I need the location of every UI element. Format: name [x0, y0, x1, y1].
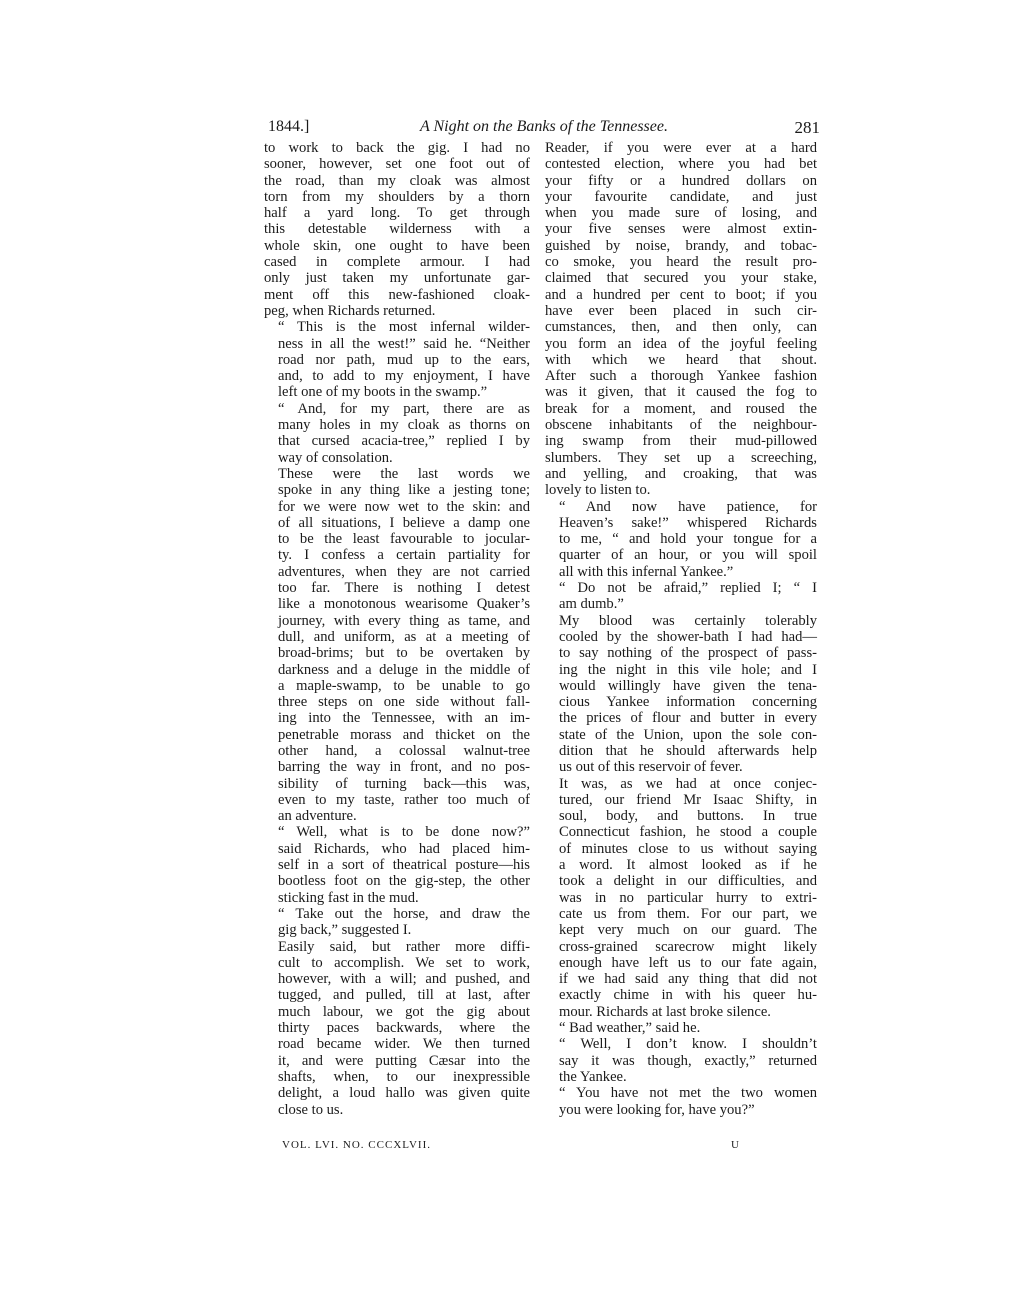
text-line: ty. I confess a certain partiality for: [278, 547, 530, 564]
paragraph: [545, 499, 817, 580]
paragraph: [545, 1036, 817, 1085]
text-line: Easily said, but rather more diffi-: [278, 938, 530, 955]
text-line: claimed that secured you your stake,: [545, 270, 817, 287]
text-line: dition that he should afterwards help: [559, 742, 817, 759]
text-line: your favourite candidate, and just: [545, 188, 817, 205]
text-line: Connecticut fashion, he stood a couple: [559, 824, 817, 841]
text-line: slumbers. They set up a screeching,: [545, 449, 817, 466]
text-line: cious Yankee information concerning: [559, 694, 817, 711]
text-line: ing swamp from their mud-pillowed: [545, 433, 817, 450]
text-line: an adventure.: [278, 808, 357, 825]
paragraph: [264, 466, 530, 825]
text-line: cult to accomplish. We set to work,: [278, 954, 530, 971]
text-line: like a monotonous wearisome Quaker’s: [278, 596, 530, 613]
text-line: was it given, that it caused the fog to: [545, 384, 817, 401]
text-line: “ This is the most infernal wilder-: [278, 319, 530, 336]
text-line: you were looking for, have you?”: [559, 1101, 755, 1118]
text-line: contested election, where you had bet: [545, 156, 817, 173]
text-line: Heaven’s sake!” whispered Richards: [559, 514, 817, 531]
text-line: and yelling, and croaking, that was: [545, 465, 817, 482]
text-line: when you made sure of losing, and: [545, 205, 817, 222]
paragraph: [264, 824, 530, 905]
text-line: “ You have not met the two women: [559, 1085, 817, 1102]
text-line: to say nothing of the prospect of pass-: [559, 645, 817, 662]
text-line: co smoke, you heard the result pro-: [545, 254, 817, 271]
text-line: even to my taste, rather too much of: [278, 791, 530, 808]
text-line: road nor path, mud up to the ears,: [278, 351, 530, 368]
text-line: the prices of flour and butter in every: [559, 710, 817, 727]
paragraph: [545, 140, 817, 499]
page-number: 281: [794, 118, 820, 137]
text-line: your five senses were almost extin-: [545, 221, 817, 238]
text-line: was in no particular hurry to extri-: [559, 889, 817, 906]
text-line: ing the night in this vile hole; and I: [559, 661, 817, 678]
text-line: spoke in any thing like a jesting tone;: [278, 482, 530, 499]
paragraph: [545, 1020, 817, 1036]
text-line: “ Take out the horse, and draw the: [278, 905, 530, 922]
text-line: exactly chime in with his queer hu-: [559, 987, 817, 1004]
text-line: of all situations, I believe a damp one: [278, 514, 530, 531]
text-line: sooner, however, set one foot out of: [264, 156, 530, 173]
text-line: obscene inhabitants of the neighbour-: [545, 417, 817, 434]
text-line: and, to add to my enjoyment, I have: [278, 368, 530, 385]
text-line: “ And, for my part, there are as: [278, 400, 530, 417]
text-line: penetrable morass and thicket on the: [278, 726, 530, 743]
text-line: and a hundred per cent to boot; if you: [545, 286, 817, 303]
text-line: cooled by the shower-bath I had had—: [559, 628, 817, 645]
text-line: cross-grained scarecrow might likely: [559, 938, 817, 955]
text-line: “ Well, I don’t know. I shouldn’t: [559, 1036, 817, 1053]
text-line: “ Bad weather,” said he.: [559, 1020, 701, 1037]
text-line: say it was though, exactly,” returned: [559, 1052, 817, 1069]
text-line: am dumb.”: [559, 596, 624, 613]
text-line: whole skin, one ought to have been: [264, 237, 530, 254]
text-line: cased in complete armour. I had: [264, 254, 530, 271]
text-line: shafts, when, to our inexpressible: [278, 1068, 530, 1085]
text-line: three steps on one side without fall-: [278, 694, 530, 711]
text-line: barring the way in front, and no pos-: [278, 759, 530, 776]
text-line: journey, with every thing as tame, and: [278, 612, 530, 629]
text-line: road became wider. We then turned: [278, 1036, 530, 1053]
text-line: dull, and uniform, as at a meeting of: [278, 628, 530, 645]
paragraph: [545, 613, 817, 776]
text-line: the Yankee.: [559, 1068, 627, 1085]
text-line: self in a sort of theatrical posture—his: [278, 857, 530, 874]
text-line: half a yard long. To get through: [264, 205, 530, 222]
text-line: tured, our friend Mr Isaac Shifty, in: [559, 791, 817, 808]
text-line: ing into the Tennessee, with an im-: [278, 710, 530, 727]
text-line: state of the Union, upon the sole con-: [559, 726, 817, 743]
text-line: thirty paces backwards, where the: [278, 1020, 530, 1037]
paragraph: [545, 1085, 817, 1118]
text-line: delight, a loud hallo was given quite: [278, 1085, 530, 1102]
text-line: to be the least favourable to jocular-: [278, 531, 530, 548]
text-line: “ Well, what is to be done now?”: [278, 824, 530, 841]
text-line: much labour, we got the gig about: [278, 1003, 530, 1020]
text-line: it, and were putting Cæsar into the: [278, 1052, 530, 1069]
text-line: After such a thorough Yankee fashion: [545, 368, 817, 385]
text-line: It was, as we had at once conjec-: [559, 775, 817, 792]
text-line: your fifty or a hundred dollars on: [545, 172, 817, 189]
paragraph: [264, 140, 530, 319]
text-line: a word. It almost looked as if he: [559, 857, 817, 874]
text-line: mour. Richards at last broke silence.: [559, 1003, 771, 1020]
text-line: tugged, and pulled, till at last, after: [278, 987, 530, 1004]
text-line: ness in all the west!” said he. “Neither: [278, 335, 530, 352]
text-line: broad-brims; but to be overtaken by: [278, 645, 530, 662]
text-line: with which we heard that shout.: [545, 351, 817, 368]
text-line: enough have left us to our fate again,: [559, 954, 817, 971]
text-line: break for a moment, and roused the: [545, 400, 817, 417]
text-line: peg, when Richards returned.: [264, 302, 436, 319]
paragraph: [264, 939, 530, 1118]
text-line: torn from my shoulders by a thorn: [264, 188, 530, 205]
header-year: 1844.]: [268, 118, 310, 135]
text-line: however, with a will; and pushed, and: [278, 971, 530, 988]
text-line: have ever been placed in such cir-: [545, 302, 817, 319]
text-line: kept very much on our guard. The: [559, 922, 817, 939]
text-line: many holes in my cloak as thorns on: [278, 417, 530, 434]
text-line: guished by noise, brandy, and tobac-: [545, 237, 817, 254]
text-line: took a delight in our difficulties, and: [559, 873, 817, 890]
paragraph: [264, 319, 530, 400]
text-line: quarter of an hour, or you will spoil: [559, 547, 817, 564]
text-line: would willingly have given the tena-: [559, 677, 817, 694]
text-line: left one of my boots in the swamp.”: [278, 384, 488, 401]
text-line: only just taken my unfortunate gar-: [264, 270, 530, 287]
text-line: adventures, when they are not carried: [278, 563, 530, 580]
paragraph: [264, 401, 530, 466]
paragraph: [545, 580, 817, 613]
running-head: [268, 118, 820, 140]
text-line: sibility of turning back—this was,: [278, 775, 530, 792]
text-line: if we had said any thing that did not: [559, 971, 817, 988]
text-line: of minutes close to us without saying: [559, 840, 817, 857]
text-line: way of consolation.: [278, 449, 393, 466]
text-line: that cursed acacia-tree,” replied I by: [278, 433, 530, 450]
text-line: Reader, if you were ever at a hard: [545, 140, 817, 156]
text-line: cate us from them. For our part, we: [559, 905, 817, 922]
text-line: “ And now have patience, for: [559, 498, 817, 515]
paragraph: [264, 906, 530, 939]
text-line: sticking fast in the mud.: [278, 889, 419, 906]
text-line: a maple-swamp, to be unable to go: [278, 677, 530, 694]
text-line: too far. There is nothing I detest: [278, 580, 530, 597]
text-line: close to us.: [278, 1101, 344, 1118]
text-line: cumstances, then, and then only, can: [545, 319, 817, 336]
text-line: gig back,” suggested I.: [278, 922, 412, 939]
right-column: [545, 140, 817, 1118]
sheet-mark: U: [731, 1139, 739, 1151]
text-line: My blood was certainly tolerably: [559, 612, 817, 629]
text-line: for we were now wet to the skin: and: [278, 498, 530, 515]
text-line: soul, body, and buttons. In true: [559, 808, 817, 825]
left-column: [264, 140, 530, 1118]
text-line: other hand, a colossal walnut-tree: [278, 742, 530, 759]
text-line: ment off this new-fashioned cloak-: [264, 286, 530, 303]
volume-signature: VOL. LVI. NO. CCCXLVII.: [282, 1139, 431, 1151]
text-line: lovely to listen to.: [545, 482, 651, 499]
text-line: said Richards, who had placed him-: [278, 840, 530, 857]
text-line: you form an idea of the joyful feeling: [545, 335, 817, 352]
text-line: bootless foot on the gig-step, the other: [278, 873, 530, 890]
text-line: darkness and a deluge in the middle of: [278, 661, 530, 678]
paragraph: [545, 776, 817, 1020]
text-line: These were the last words we: [278, 465, 530, 482]
text-line: us out of this reservoir of fever.: [559, 759, 743, 776]
header-title: A Night on the Banks of the Tennessee.: [420, 118, 668, 135]
text-line: to me, “ and hold your tongue for a: [559, 531, 817, 548]
text-line: the road, than my cloak was almost: [264, 172, 530, 189]
text-line: all with this infernal Yankee.”: [559, 563, 734, 580]
text-line: to work to back the gig. I had no: [264, 140, 530, 156]
text-line: this detestable wilderness with a: [264, 221, 530, 238]
text-line: “ Do not be afraid,” replied I; “ I: [559, 580, 817, 597]
